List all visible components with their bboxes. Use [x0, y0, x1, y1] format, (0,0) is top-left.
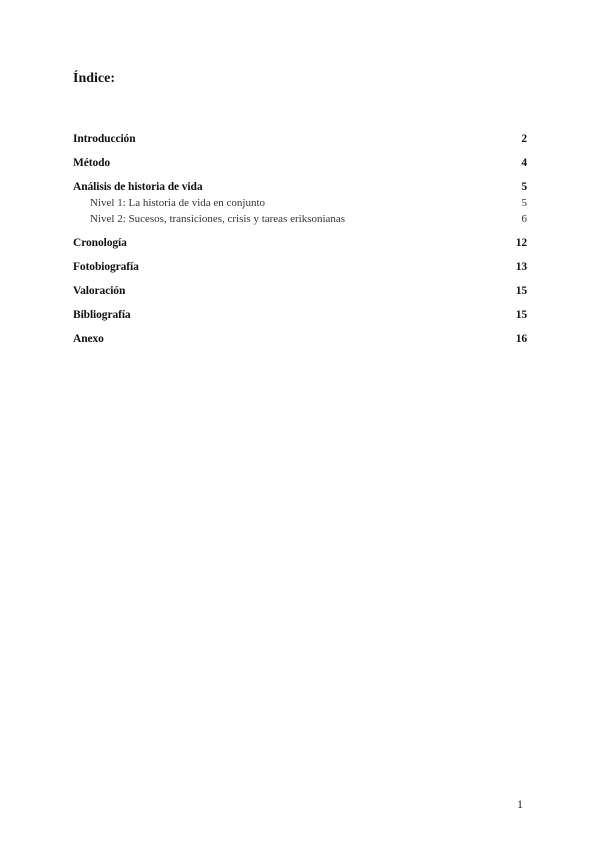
toc-entry-analisis[interactable]: [73, 179, 527, 195]
toc-entry-page: 6: [521, 213, 527, 225]
toc-entry-fotobiografia[interactable]: [73, 259, 527, 275]
toc-entry-page: 12: [515, 237, 527, 249]
toc-entry-label: Nivel 2: Sucesos, transiciones, crisis y tareas eriksonianas: [90, 213, 346, 225]
toc-entry-label: Bibliografía: [73, 309, 131, 321]
toc-entry-page: 15: [515, 309, 527, 321]
table-of-contents: [73, 131, 527, 347]
toc-entry-page: 5: [521, 181, 527, 193]
toc-entry-label: Introducción: [73, 133, 136, 145]
toc-entry-anexo[interactable]: [73, 331, 527, 347]
toc-entry-page: 13: [515, 261, 527, 273]
toc-entry-page: 5: [521, 197, 527, 209]
toc-entry-cronologia[interactable]: [73, 235, 527, 251]
toc-entry-bibliografia[interactable]: [73, 307, 527, 323]
page-number: 1: [517, 797, 523, 811]
toc-entry-page: 4: [521, 157, 527, 169]
toc-entry-page: 15: [515, 285, 527, 297]
toc-entry-label: Valoración: [73, 285, 126, 297]
toc-entry-page: 16: [515, 333, 527, 345]
toc-entry-label: Método: [73, 157, 111, 169]
toc-entry-page: 2: [521, 133, 527, 145]
toc-subentry-nivel-1[interactable]: [73, 195, 527, 211]
toc-entry-label: Anexo: [73, 333, 104, 345]
toc-entry-label: Fotobiografía: [73, 261, 139, 273]
toc-entry-label: Análisis de historia de vida: [73, 181, 203, 193]
toc-subentry-nivel-2[interactable]: [73, 211, 527, 227]
toc-entry-valoracion[interactable]: [73, 283, 527, 299]
toc-entry-label: Cronología: [73, 237, 127, 249]
toc-entry-label: Nivel 1: La historia de vida en conjunto: [90, 197, 266, 209]
page-title: Índice:: [73, 71, 115, 86]
toc-entry-metodo[interactable]: [73, 155, 527, 171]
toc-entry-introduccion[interactable]: [73, 131, 527, 147]
